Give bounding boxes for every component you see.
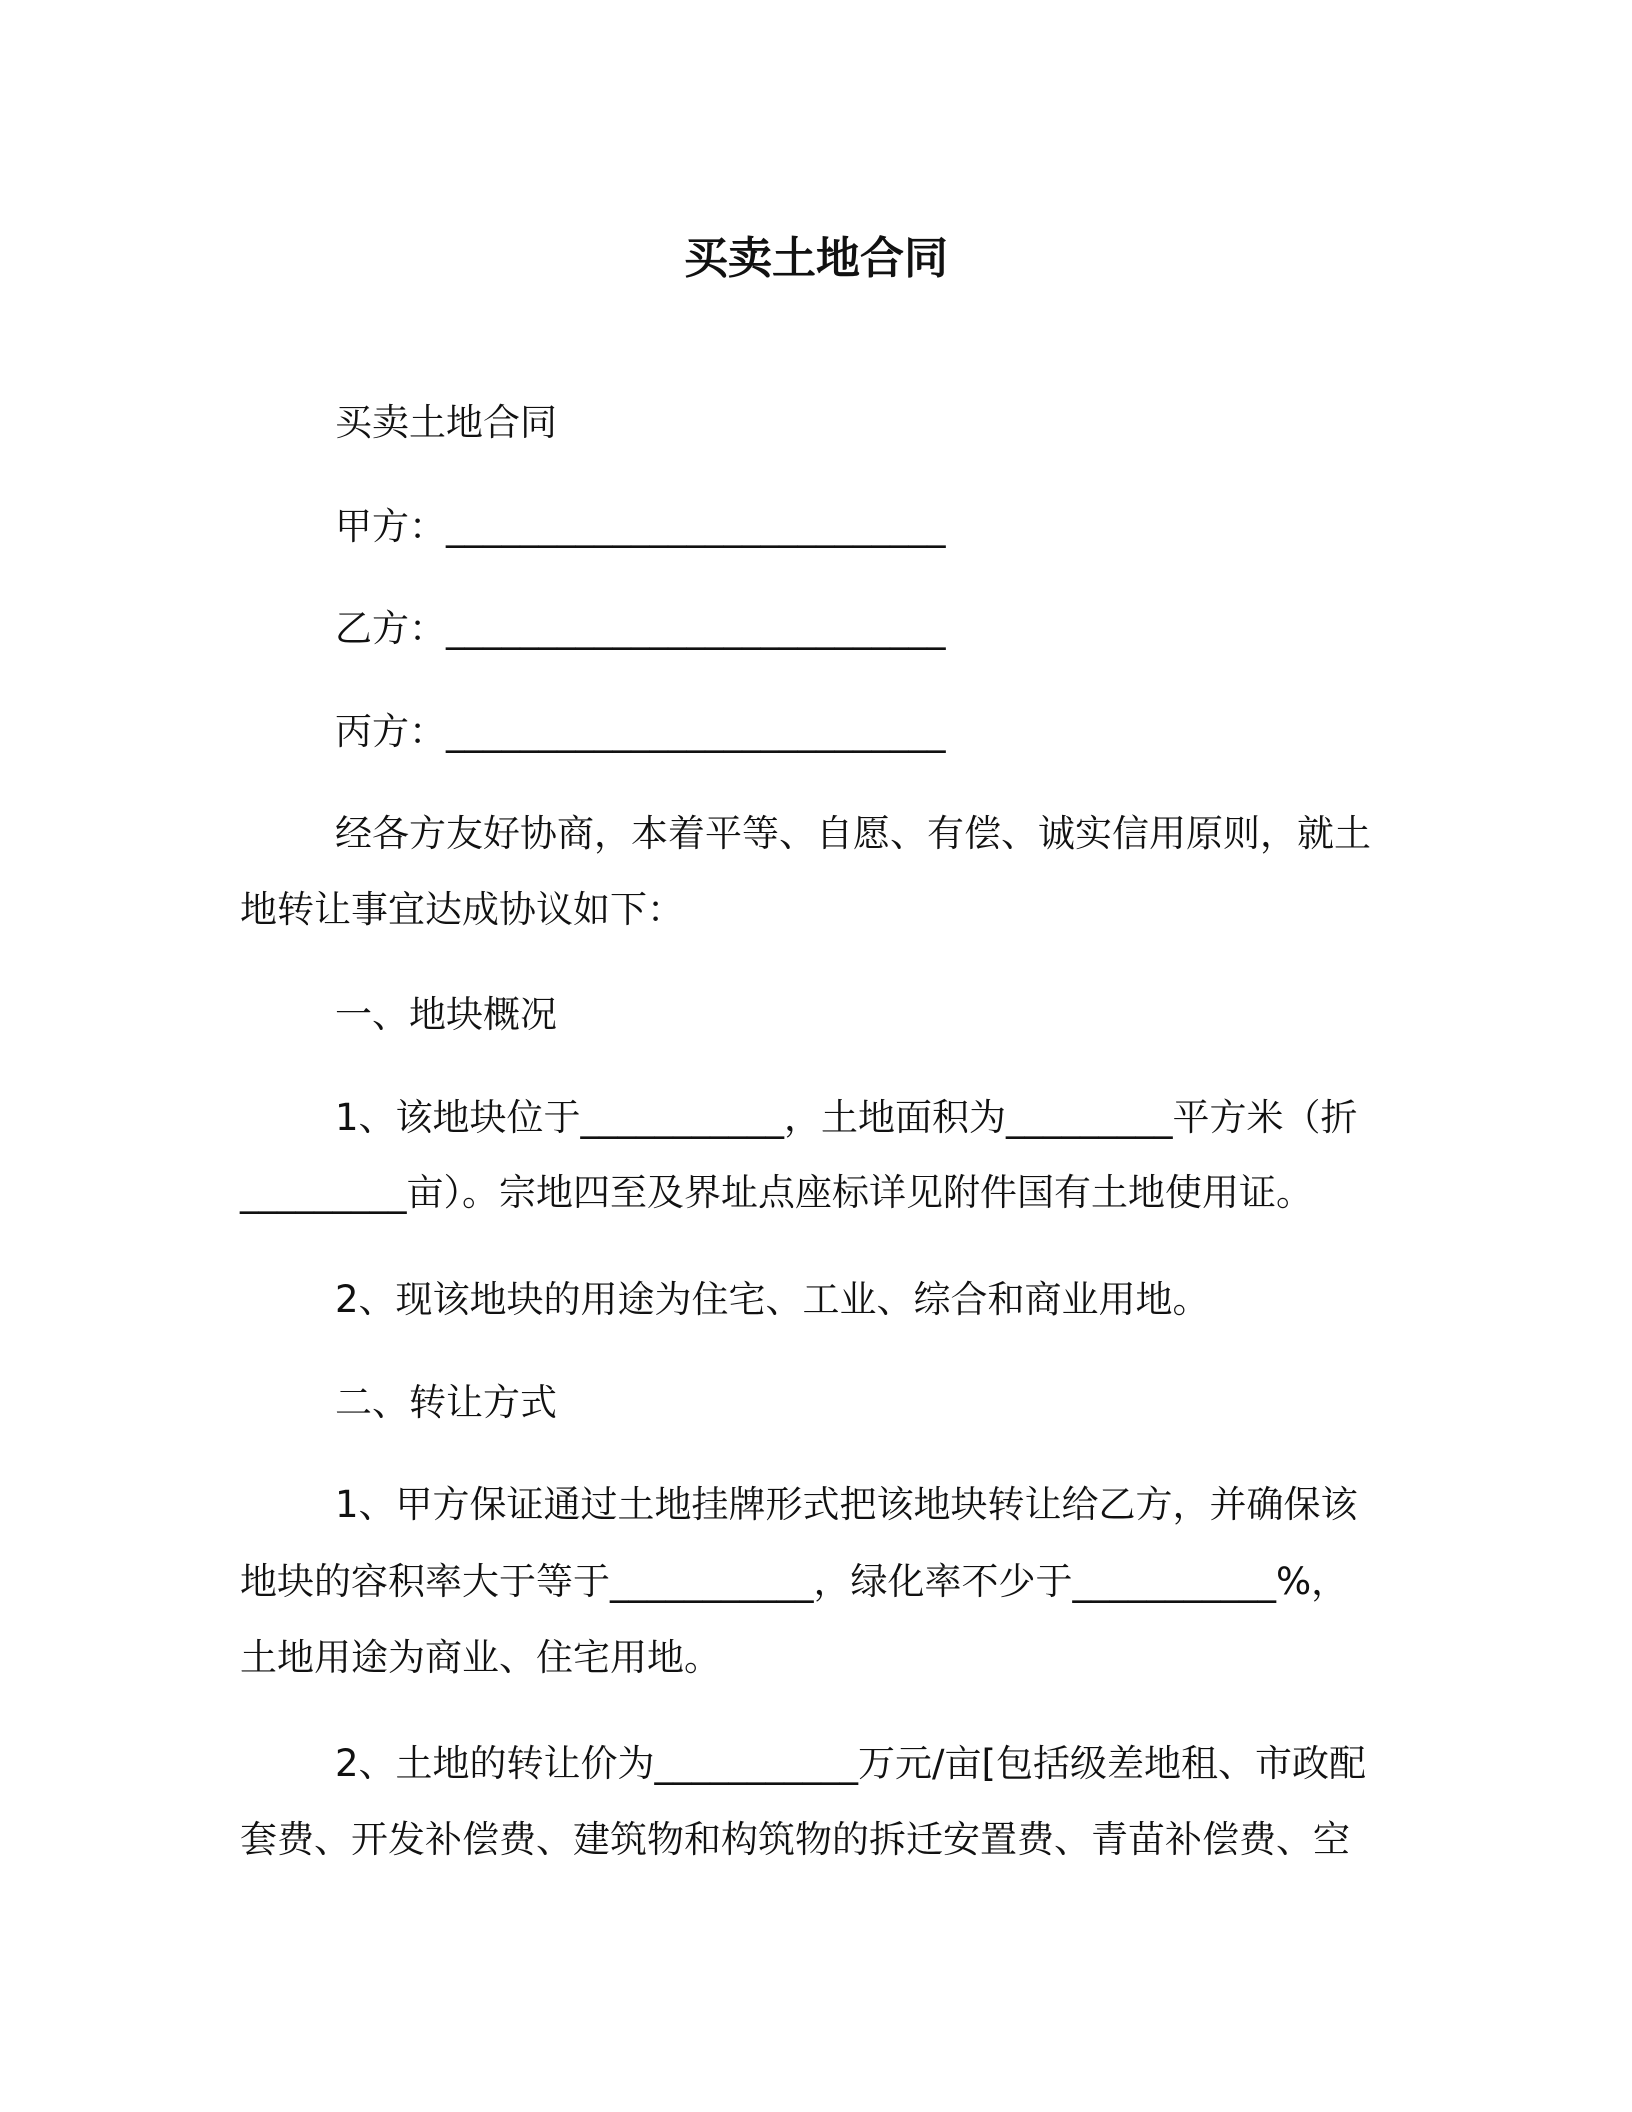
preamble-line-1: 经各方友好协商，本着平等、自愿、有偿、诚实信用原则，就土 bbox=[335, 812, 1371, 855]
preamble-line-2: 地转让事宜达成协议如下： bbox=[240, 888, 684, 931]
section-1-item-1-line-1: 1、该地块位于___________，土地面积为_________平方米（折 bbox=[335, 1096, 1358, 1139]
document-subtitle: 买卖土地合同 bbox=[335, 401, 557, 444]
section-2-item-1-line-1: 1、甲方保证通过土地挂牌形式把该地块转让给乙方，并确保该 bbox=[335, 1483, 1358, 1526]
section-1-item-2: 2、现该地块的用途为住宅、工业、综合和商业用地。 bbox=[335, 1278, 1210, 1321]
section-2-item-2-line-2: 套费、开发补偿费、建筑物和构筑物的拆迁安置费、青苗补偿费、空 bbox=[240, 1818, 1350, 1861]
party-b-line: 乙方：___________________________ bbox=[335, 607, 946, 650]
section-1-item-1-line-2: _________亩）。宗地四至及界址点座标详见附件国有土地使用证。 bbox=[240, 1171, 1313, 1214]
document-title: 买卖土地合同 bbox=[684, 233, 948, 284]
section-2-item-1-line-2: 地块的容积率大于等于___________，绿化率不少于___________%， bbox=[240, 1560, 1349, 1603]
section-2-heading: 二、转让方式 bbox=[335, 1381, 557, 1424]
section-2-item-1-line-3: 土地用途为商业、住宅用地。 bbox=[240, 1636, 721, 1679]
party-a-line: 甲方：___________________________ bbox=[335, 505, 946, 548]
section-2-item-2-line-1: 2、土地的转让价为___________万元/亩[包括级差地租、市政配 bbox=[335, 1742, 1366, 1785]
party-c-line: 丙方：___________________________ bbox=[335, 710, 946, 753]
section-1-heading: 一、地块概况 bbox=[335, 993, 557, 1036]
